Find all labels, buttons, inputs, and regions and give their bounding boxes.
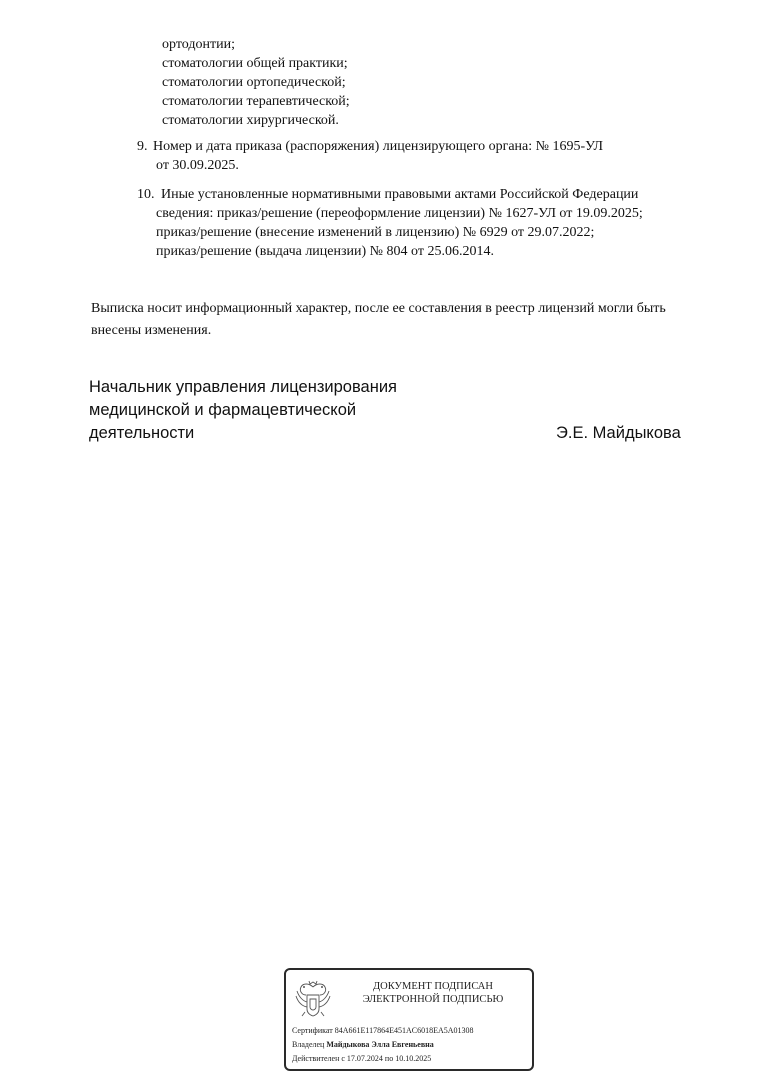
electronic-signature-stamp	[284, 968, 534, 1071]
specialty-item: стоматологии терапевтической;	[162, 94, 350, 109]
item-10-line: приказ/решение (выдача лицензии) № 804 от 25.06.2014.	[156, 244, 494, 259]
stamp-title	[338, 980, 528, 1006]
item-10-line: сведения: приказ/решение (переоформление лицензии) № 1627-УЛ от 19.09.2025;	[156, 206, 643, 221]
item-10-line: Иные установленные нормативными правовыми актами Российской Федерации	[161, 187, 639, 202]
stamp-validity: Действителен с 17.07.2024 по 10.10.2025	[292, 1054, 432, 1063]
stamp-owner-value: Майдыкова Элла Евгеньевна	[326, 1040, 434, 1049]
stamp-certificate-value: 84A661E117864E451AC6018EA5A01308	[334, 1026, 474, 1035]
stamp-owner	[292, 1040, 434, 1050]
signer-title	[89, 376, 397, 445]
signer-title-line: Начальник управления лицензирования	[89, 378, 397, 396]
signer-name: Э.Е. Майдыкова	[556, 424, 681, 442]
item-10-number: 10.	[137, 187, 155, 202]
stamp-owner-label: Владелец	[292, 1040, 325, 1049]
item-9-number: 9.	[137, 139, 148, 154]
notice-line: внесены изменения.	[91, 323, 212, 338]
stamp-certificate-label: Сертификат	[292, 1026, 333, 1035]
notice-line: Выписка носит информационный характер, после ее составления в реестр лицензий могли быть	[91, 301, 666, 316]
item-9-line: Номер и дата приказа (распоряжения) лицензирующего органа: № 1695-УЛ	[153, 139, 603, 154]
signer-title-line: медицинской и фармацевтической	[89, 401, 357, 419]
specialty-item: стоматологии хирургической.	[162, 113, 339, 128]
stamp-title-line: ДОКУМЕНТ ПОДПИСАН	[373, 981, 493, 992]
coat-of-arms-icon	[293, 977, 333, 1019]
item-9-line: от 30.09.2025.	[156, 158, 239, 173]
signer-title-line: деятельности	[89, 424, 195, 442]
stamp-title-line: ЭЛЕКТРОННОЙ ПОДПИСЬЮ	[362, 994, 504, 1005]
stamp-certificate	[292, 1026, 474, 1036]
item-10-line: приказ/решение (внесение изменений в лицензию) № 6929 от 29.07.2022;	[156, 225, 595, 240]
specialty-item: ортодонтии;	[162, 37, 235, 52]
specialty-item: стоматологии ортопедической;	[162, 75, 346, 90]
informational-notice	[91, 298, 741, 342]
specialty-item: стоматологии общей практики;	[162, 56, 348, 71]
